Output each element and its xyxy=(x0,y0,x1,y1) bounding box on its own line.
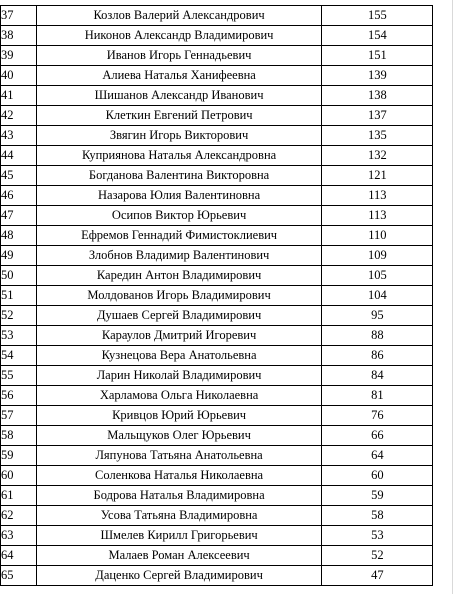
table-row xyxy=(1,306,453,326)
score-cell[interactable]: 84 xyxy=(322,366,433,386)
row-number-cell[interactable]: 43 xyxy=(1,126,37,146)
empty-cell[interactable] xyxy=(433,206,453,226)
score-cell[interactable]: 52 xyxy=(322,546,433,566)
score-cell[interactable]: 59 xyxy=(322,486,433,506)
score-cell[interactable]: 135 xyxy=(322,126,433,146)
table-row xyxy=(1,186,453,206)
score-cell[interactable]: 155 xyxy=(322,6,433,26)
table-row xyxy=(1,446,453,466)
empty-cell[interactable] xyxy=(433,446,453,466)
full-name-cell[interactable]: Соленкова Наталья Николаевна xyxy=(36,466,322,486)
table-row xyxy=(1,506,453,526)
empty-cell[interactable] xyxy=(433,26,453,46)
empty-cell[interactable] xyxy=(433,486,453,506)
full-name-cell[interactable]: Бодрова Наталья Владимировна xyxy=(36,486,322,506)
full-name-cell[interactable]: Богданова Валентина Викторовна xyxy=(36,166,322,186)
full-name-cell[interactable]: Иванов Игорь Геннадьевич xyxy=(36,46,322,66)
table-row xyxy=(1,246,453,266)
score-cell[interactable]: 132 xyxy=(322,146,433,166)
row-number-cell[interactable]: 63 xyxy=(1,526,37,546)
full-name-cell[interactable]: Душаев Сергей Владимирович xyxy=(36,306,322,326)
score-cell[interactable]: 139 xyxy=(322,66,433,86)
row-number-cell[interactable]: 51 xyxy=(1,286,37,306)
score-cell[interactable]: 121 xyxy=(322,166,433,186)
row-number-cell[interactable]: 65 xyxy=(1,566,37,586)
full-name-cell[interactable]: Мальщуков Олег Юрьевич xyxy=(36,426,322,446)
score-cell[interactable]: 60 xyxy=(322,466,433,486)
empty-cell[interactable] xyxy=(433,106,453,126)
row-number-cell[interactable]: 60 xyxy=(1,466,37,486)
full-name-cell[interactable]: Молдованов Игорь Владимирович xyxy=(36,286,322,306)
row-number-cell[interactable]: 50 xyxy=(1,266,37,286)
table-row xyxy=(1,286,453,306)
empty-cell[interactable] xyxy=(433,286,453,306)
score-cell[interactable]: 110 xyxy=(322,226,433,246)
row-number-cell[interactable]: 45 xyxy=(1,166,37,186)
table-row xyxy=(1,126,453,146)
full-name-cell[interactable]: Клеткин Евгений Петрович xyxy=(36,106,322,126)
empty-cell[interactable] xyxy=(433,266,453,286)
table-row xyxy=(1,226,453,246)
full-name-cell[interactable]: Кузнецова Вера Анатольевна xyxy=(36,346,322,366)
empty-cell[interactable] xyxy=(433,326,453,346)
full-name-cell[interactable]: Каредин Антон Владимирович xyxy=(36,266,322,286)
table-row xyxy=(1,66,453,86)
row-number-cell[interactable]: 41 xyxy=(1,86,37,106)
row-number-cell[interactable]: 55 xyxy=(1,366,37,386)
table-row xyxy=(1,166,453,186)
results-table xyxy=(0,5,453,586)
empty-cell[interactable] xyxy=(433,566,453,586)
row-number-cell[interactable]: 53 xyxy=(1,326,37,346)
table-row xyxy=(1,386,453,406)
row-number-cell[interactable]: 57 xyxy=(1,406,37,426)
score-cell[interactable]: 113 xyxy=(322,206,433,226)
full-name-cell[interactable]: Караулов Дмитрий Игоревич xyxy=(36,326,322,346)
empty-cell[interactable] xyxy=(433,546,453,566)
table-row xyxy=(1,86,453,106)
row-number-cell[interactable]: 58 xyxy=(1,426,37,446)
score-cell[interactable]: 138 xyxy=(322,86,433,106)
row-number-cell[interactable]: 64 xyxy=(1,546,37,566)
table-row xyxy=(1,6,453,26)
full-name-cell[interactable]: Осипов Виктор Юрьевич xyxy=(36,206,322,226)
results-table-body xyxy=(1,6,453,586)
empty-cell[interactable] xyxy=(433,46,453,66)
table-row xyxy=(1,326,453,346)
score-cell[interactable]: 76 xyxy=(322,406,433,426)
score-cell[interactable]: 151 xyxy=(322,46,433,66)
table-row xyxy=(1,106,453,126)
table-row xyxy=(1,546,453,566)
table-row xyxy=(1,366,453,386)
row-number-cell[interactable]: 40 xyxy=(1,66,37,86)
score-cell[interactable]: 64 xyxy=(322,446,433,466)
table-row xyxy=(1,26,453,46)
score-cell[interactable]: 113 xyxy=(322,186,433,206)
row-number-cell[interactable]: 42 xyxy=(1,106,37,126)
full-name-cell[interactable]: Ларин Николай Владимирович xyxy=(36,366,322,386)
score-cell[interactable]: 88 xyxy=(322,326,433,346)
full-name-cell[interactable]: Кривцов Юрий Юрьевич xyxy=(36,406,322,426)
table-row xyxy=(1,426,453,446)
full-name-cell[interactable]: Куприянова Наталья Александровна xyxy=(36,146,322,166)
empty-cell[interactable] xyxy=(433,6,453,26)
score-cell[interactable]: 86 xyxy=(322,346,433,366)
score-cell[interactable]: 105 xyxy=(322,266,433,286)
score-cell[interactable]: 109 xyxy=(322,246,433,266)
row-number-cell[interactable]: 46 xyxy=(1,186,37,206)
score-cell[interactable]: 104 xyxy=(322,286,433,306)
row-number-cell[interactable]: 39 xyxy=(1,46,37,66)
full-name-cell[interactable]: Шишанов Александр Иванович xyxy=(36,86,322,106)
table-row xyxy=(1,486,453,506)
empty-cell[interactable] xyxy=(433,306,453,326)
full-name-cell[interactable]: Харламова Ольга Николаевна xyxy=(36,386,322,406)
empty-cell[interactable] xyxy=(433,186,453,206)
table-row xyxy=(1,526,453,546)
score-cell[interactable]: 47 xyxy=(322,566,433,586)
empty-cell[interactable] xyxy=(433,466,453,486)
empty-cell[interactable] xyxy=(433,166,453,186)
full-name-cell[interactable]: Алиева Наталья Ханифеевна xyxy=(36,66,322,86)
score-cell[interactable]: 137 xyxy=(322,106,433,126)
table-row xyxy=(1,46,453,66)
empty-cell[interactable] xyxy=(433,126,453,146)
row-number-cell[interactable]: 37 xyxy=(1,6,37,26)
score-cell[interactable]: 53 xyxy=(322,526,433,546)
empty-cell[interactable] xyxy=(433,386,453,406)
full-name-cell[interactable]: Никонов Александр Владимирович xyxy=(36,26,322,46)
table-row xyxy=(1,146,453,166)
score-cell[interactable]: 95 xyxy=(322,306,433,326)
full-name-cell[interactable]: Звягин Игорь Викторович xyxy=(36,126,322,146)
score-cell[interactable]: 58 xyxy=(322,506,433,526)
empty-cell[interactable] xyxy=(433,146,453,166)
score-cell[interactable]: 154 xyxy=(322,26,433,46)
score-cell[interactable]: 66 xyxy=(322,426,433,446)
score-cell[interactable]: 81 xyxy=(322,386,433,406)
table-row xyxy=(1,466,453,486)
empty-cell[interactable] xyxy=(433,226,453,246)
row-number-cell[interactable]: 44 xyxy=(1,146,37,166)
empty-cell[interactable] xyxy=(433,526,453,546)
row-number-cell[interactable]: 48 xyxy=(1,226,37,246)
full-name-cell[interactable]: Козлов Валерий Александрович xyxy=(36,6,322,26)
empty-cell[interactable] xyxy=(433,66,453,86)
empty-cell[interactable] xyxy=(433,346,453,366)
full-name-cell[interactable]: Ефремов Геннадий Фимистоклиевич xyxy=(36,226,322,246)
table-row xyxy=(1,346,453,366)
row-number-cell[interactable]: 49 xyxy=(1,246,37,266)
row-number-cell[interactable]: 56 xyxy=(1,386,37,406)
table-row xyxy=(1,206,453,226)
empty-cell[interactable] xyxy=(433,246,453,266)
empty-cell[interactable] xyxy=(433,406,453,426)
empty-cell[interactable] xyxy=(433,506,453,526)
table-row xyxy=(1,566,453,586)
full-name-cell[interactable]: Ляпунова Татьяна Анатольевна xyxy=(36,446,322,466)
row-number-cell[interactable]: 62 xyxy=(1,506,37,526)
empty-cell[interactable] xyxy=(433,366,453,386)
row-number-cell[interactable]: 47 xyxy=(1,206,37,226)
row-number-cell[interactable]: 61 xyxy=(1,486,37,506)
empty-cell[interactable] xyxy=(433,86,453,106)
table-row xyxy=(1,266,453,286)
row-number-cell[interactable]: 54 xyxy=(1,346,37,366)
row-number-cell[interactable]: 59 xyxy=(1,446,37,466)
full-name-cell[interactable]: Шмелев Кирилл Григорьевич xyxy=(36,526,322,546)
row-number-cell[interactable]: 52 xyxy=(1,306,37,326)
row-number-cell[interactable]: 38 xyxy=(1,26,37,46)
full-name-cell[interactable]: Злобнов Владимир Валентинович xyxy=(36,246,322,266)
table-row xyxy=(1,406,453,426)
full-name-cell[interactable]: Усова Татьяна Владимировна xyxy=(36,506,322,526)
full-name-cell[interactable]: Малаев Роман Алексеевич xyxy=(36,546,322,566)
full-name-cell[interactable]: Даценко Сергей Владимирович xyxy=(36,566,322,586)
empty-cell[interactable] xyxy=(433,426,453,446)
full-name-cell[interactable]: Назарова Юлия Валентиновна xyxy=(36,186,322,206)
